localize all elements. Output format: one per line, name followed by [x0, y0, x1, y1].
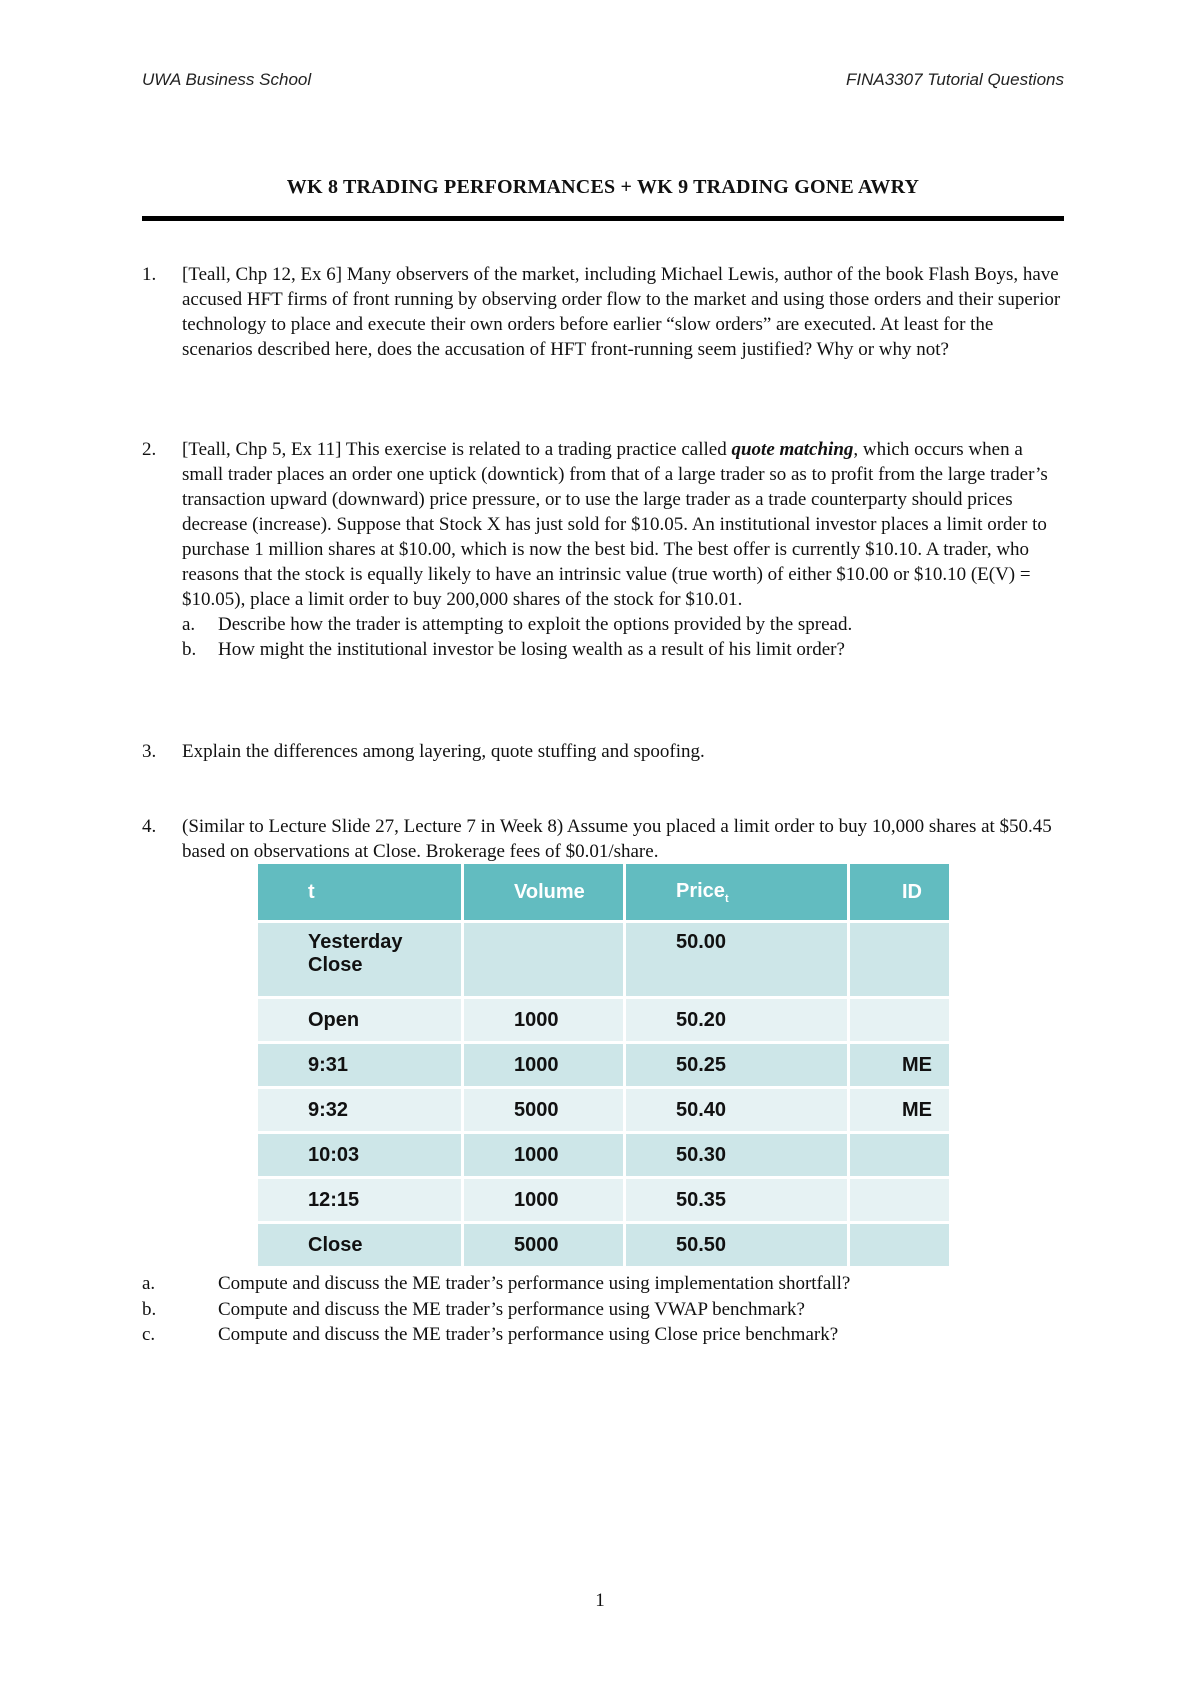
subquestion-label: a. [142, 1273, 156, 1294]
column-header-id: ID [850, 864, 952, 923]
subquestion-b [182, 637, 1064, 662]
cell-id: ME [850, 1044, 952, 1089]
table-header-row [258, 864, 952, 923]
question-4 [142, 814, 1064, 864]
question-3 [142, 739, 1064, 764]
cell-t: 9:32 [258, 1089, 464, 1134]
cell-id: ME [850, 1089, 952, 1134]
question-1 [142, 262, 1064, 362]
question-text-post: , which occurs when a small trader places an order one uptick (downtick) from that of a large trader so as to profit from the large trader’s transaction upward (downward) price pressure, or to use the large trader as a trade counterparty should prices decrease (increase). Suppose that Stock X has just sold for $10.05. An institutional investor places a limit order to purchase 1 million shares at $10.00, which is now the best bid. The best offer is currently $10.10. A trader, who reasons that the stock is equally likely to have an intrinsic value (true worth) of either $10.00 or $10.10 (E(V) = $10.05), place a limit order to buy 200,000 shares of the stock for $10.01. [182, 439, 1048, 610]
question-4-subquestions [142, 1271, 1064, 1348]
subquestion-text: Compute and discuss the ME trader’s performance using VWAP benchmark? [218, 1298, 805, 1320]
cell-volume: 5000 [464, 1089, 626, 1134]
question-number: 4. [142, 816, 157, 837]
header-left: UWA Business School [142, 70, 312, 89]
column-header-volume: Volume [464, 864, 626, 923]
table-row [258, 923, 952, 999]
question-text: Explain the differences among layering, quote stuffing and spoofing. [182, 741, 705, 762]
page-number: 1 [595, 1590, 605, 1611]
cell-volume: 1000 [464, 999, 626, 1044]
cell-volume: 1000 [464, 1044, 626, 1089]
cell-price: 50.25 [626, 1044, 850, 1089]
column-header-t: t [258, 864, 464, 923]
cell-id [850, 999, 952, 1044]
cell-price: 50.35 [626, 1179, 850, 1224]
cell-t: 12:15 [258, 1179, 464, 1224]
cell-t: Open [258, 999, 464, 1044]
price-label: Price [676, 879, 725, 902]
cell-price: 50.40 [626, 1089, 850, 1134]
question-number: 3. [142, 741, 157, 762]
subquestion-text: Describe how the trader is attempting to exploit the options provided by the spread. [218, 614, 853, 635]
trade-table [258, 864, 952, 1269]
table-row [258, 999, 952, 1044]
cell-price: 50.00 [626, 923, 850, 999]
subquestion-text: Compute and discuss the ME trader’s performance using implementation shortfall? [218, 1273, 851, 1294]
table-row [258, 1224, 952, 1269]
subquestion-a [142, 1271, 1064, 1297]
question-text: [Teall, Chp 12, Ex 6] Many observers of the market, including Michael Lewis, author of the book Flash Boys, have accused HFT firms of front running by observing order flow to the market and using those orders and their superior technology to place and execute their own orders before earlier “slow orders” are executed. At least for the scenarios described here, does the accusation of HFT front-running seem justified? Why or why not? [182, 264, 1061, 360]
question-text [182, 437, 1064, 612]
header-right: FINA3307 Tutorial Questions [846, 70, 1064, 89]
question-text: (Similar to Lecture Slide 27, Lecture 7 in Week 8) Assume you placed a limit order to buy 10,000 shares at $50.45 based on observations at Close. Brokerage fees of $0.01/share. [182, 816, 1052, 862]
cell-volume: 1000 [464, 1134, 626, 1179]
table-row [258, 1134, 952, 1179]
table-row [258, 1179, 952, 1224]
subquestion-text: How might the institutional investor be losing wealth as a result of his limit order? [218, 639, 845, 660]
cell-id [850, 1179, 952, 1224]
cell-volume: 1000 [464, 1179, 626, 1224]
table-row [258, 1044, 952, 1089]
cell-price: 50.20 [626, 999, 850, 1044]
cell-t: Close [258, 1224, 464, 1269]
cell-id [850, 1224, 952, 1269]
subquestion-text: Compute and discuss the ME trader’s performance using Close price benchmark? [218, 1324, 839, 1345]
question-text-emphasis: quote matching [731, 439, 854, 460]
page-title: WK 8 TRADING PERFORMANCES + WK 9 TRADING GONE AWRY [286, 176, 920, 198]
cell-price: 50.50 [626, 1224, 850, 1269]
subquestion-label: b. [182, 639, 197, 660]
price-subscript: t [724, 892, 729, 905]
question-number: 1. [142, 264, 157, 285]
subquestion-b [142, 1297, 1064, 1323]
cell-id [850, 923, 952, 999]
cell-id [850, 1134, 952, 1179]
subquestion-label: b. [142, 1298, 157, 1320]
title-rule [142, 216, 1064, 221]
subquestion-label: c. [142, 1324, 156, 1345]
cell-volume: 5000 [464, 1224, 626, 1269]
subquestion-a [182, 612, 1064, 637]
subquestion-c [142, 1322, 1064, 1348]
cell-price: 50.30 [626, 1134, 850, 1179]
question-2 [142, 437, 1064, 662]
cell-t: 10:03 [258, 1134, 464, 1179]
cell-t: Yesterday Close [258, 923, 464, 999]
cell-t: 9:31 [258, 1044, 464, 1089]
subquestion-label: a. [182, 614, 196, 635]
cell-volume [464, 923, 626, 999]
question-number: 2. [142, 439, 157, 460]
question-text-pre: [Teall, Chp 5, Ex 11] This exercise is related to a trading practice called [182, 439, 732, 460]
column-header-price [626, 864, 850, 923]
table-row [258, 1089, 952, 1134]
